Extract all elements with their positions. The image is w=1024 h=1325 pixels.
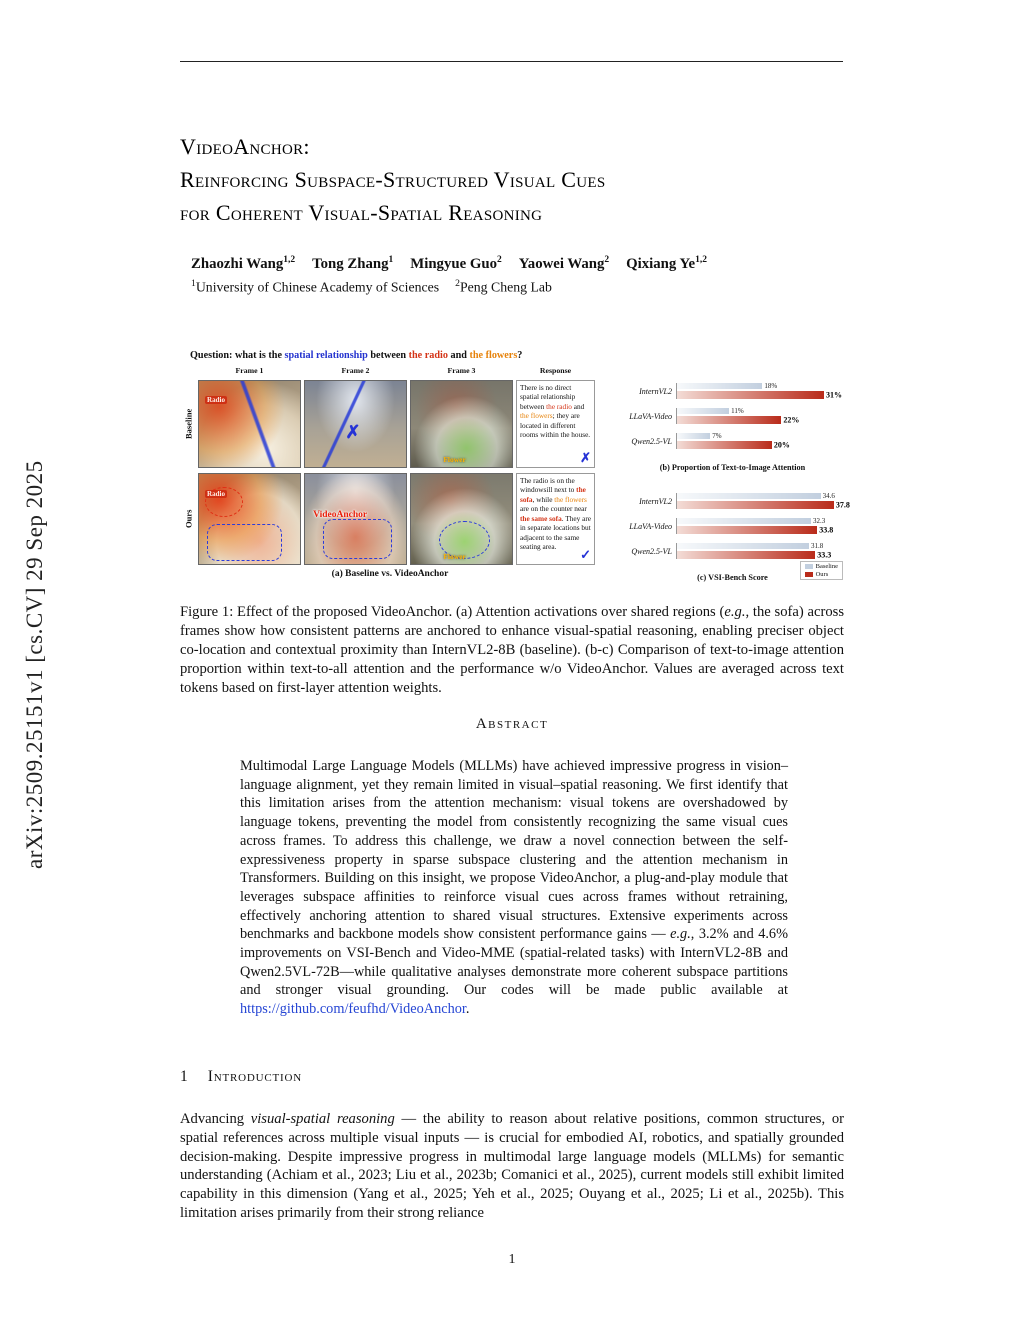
text-segment: The radio is on the windowsill next to (520, 476, 577, 495)
chart-bars (676, 492, 850, 510)
frame-baseline-2 (304, 380, 407, 468)
author: Zhaozhi Wang$^{1,2}$ (191, 255, 296, 272)
ours-response-text (520, 476, 591, 551)
flower-label: Flower (443, 455, 466, 465)
bar-value-label: 20% (773, 440, 790, 450)
text-segment: 2 (455, 278, 460, 289)
baseline-response-text (520, 383, 590, 439)
figure-body (182, 364, 850, 594)
github-link[interactable]: https://github.com/feufhd/VideoAnchor (240, 1001, 466, 1018)
attention-chart (622, 374, 843, 458)
abstract-heading: Abstract (475, 716, 549, 732)
section-number: 1 (180, 1068, 188, 1085)
legend-swatch-ours (805, 572, 813, 577)
text-segment: University of Chinese Academy of Sciences (195, 279, 440, 295)
chart-category-label: Qwen2.5-VL (631, 436, 672, 446)
text-segment: . (465, 1001, 470, 1018)
bar-ours (677, 525, 834, 535)
bar-ours (677, 500, 850, 510)
bar-value-label: 7% (712, 432, 722, 440)
text-segment: — the ability to reason about relative positions, common structures, or spatial references across multiple visual inputs — is crucial for embodied AI, robotics, and spatially grounded decision-making. Despite impressive progress in multimodal large language models (MLLMs) for semantic understanding (Achiam et al., 2023; Liu et al., 2023b; Comanici et al., 2025), current models still exhibit limited capability in this dimension (Yang et al., 2025; Yeh et al., 2025; Ouyang et al., 2025; Li et al., 2025b). This limitation arises primarily from their strong reliance (180, 1111, 845, 1221)
bar-baseline (677, 432, 722, 440)
author-list (191, 255, 841, 273)
bar-baseline (677, 382, 778, 390)
subcaption-b: (b) Proportion of Text-to-Image Attention (659, 463, 806, 472)
row-label-ours: Ours (183, 509, 194, 529)
legend-swatch-baseline (805, 564, 813, 569)
abstract-text (240, 757, 788, 1019)
section-1-heading (180, 1068, 302, 1086)
text-segment: Peng Cheng Lab (459, 279, 552, 295)
baseline-response (516, 380, 595, 468)
chart-row (622, 408, 843, 424)
chart-row (622, 383, 843, 399)
text-segment: the sofa (520, 485, 586, 504)
text-segment: the flowers (520, 411, 553, 421)
bar-value-label: 22% (783, 415, 800, 425)
legend-item (805, 563, 838, 570)
author: Qixiang Ye$^{1,2}$ (626, 255, 707, 272)
chart-row (622, 543, 843, 559)
check-mark-icon: ✓ (580, 547, 591, 563)
chart-bars (676, 408, 843, 424)
author: Tong Zhang$^1$ (312, 255, 394, 272)
videoanchor-label: VideoAnchor (313, 510, 368, 520)
bar-value-label: 31.8 (810, 542, 824, 550)
figure-panel-a (182, 364, 598, 594)
chart-category-label: Qwen2.5-VL (631, 546, 672, 556)
text-segment: the radio (408, 350, 448, 361)
subspace-outline-sofa (323, 519, 392, 559)
col-header-frame3: Frame 3 (447, 366, 476, 375)
vsi-bench-chart (622, 484, 850, 568)
figure-panels-bc (622, 364, 850, 594)
bar-value-label: 11% (731, 407, 744, 415)
bar-ours (677, 415, 800, 425)
flower-label: Flower (443, 552, 466, 562)
chart-category-label: LLaVA-Video (629, 411, 672, 421)
legend-label: Ours (815, 571, 829, 578)
page-number: 1 (508, 1252, 516, 1267)
text-segment: ; they are located in different rooms within the house. (520, 411, 591, 440)
bar-value-label: 18% (764, 382, 778, 390)
text-segment: , the sofa) across frames show how consistent patterns are anchored to enhance visual-spatial reasoning, enabling preciser object co-location and contextual proximity than InternVL2-8B (baseline). (b-c) Comparison of text-to-image attention proportion within text-to-all attention and the performance w/o VideoAnchor. Values are averaged across text tokens based on first-layer attention weights. (180, 604, 844, 696)
top-rule (180, 61, 843, 62)
text-segment: Question: what is the (190, 350, 285, 361)
chart-bars (676, 433, 843, 449)
frame-ours-2 (304, 473, 407, 565)
grid-corner (182, 364, 195, 375)
bar-value-label: 32.3 (813, 517, 826, 525)
bar-value-label: 31% (826, 390, 843, 400)
subspace-outline-sofa (207, 524, 282, 560)
wrong-mark-icon: ✗ (580, 450, 591, 466)
chart-row (622, 518, 843, 534)
frame-ours-3 (410, 473, 513, 565)
legend-item (805, 571, 838, 578)
text-segment: between (367, 350, 409, 361)
author: Mingyue Guo$^2$ (410, 255, 502, 272)
bar-ours (677, 390, 843, 400)
text-segment: the same sofa (520, 513, 562, 523)
col-header-response: Response (539, 366, 572, 375)
text-segment: spatial relationship (284, 350, 368, 361)
col-header-frame1: Frame 1 (235, 366, 264, 375)
figure-caption (180, 603, 844, 698)
author: Yaowei Wang$^2$ (518, 255, 610, 272)
figure-question (190, 350, 843, 361)
text-segment: Advancing (180, 1111, 251, 1127)
radio-label: Radio (207, 396, 225, 405)
text-segment: . They are in separate locations but adjacent to the same seating area. (520, 513, 591, 552)
chart-bars (676, 383, 843, 399)
radio-label: Radio (207, 490, 225, 499)
bar-baseline (677, 542, 824, 550)
title-line-3: for Coherent Visual-Spatial Reasoning (180, 200, 543, 225)
text-segment: Figure 1: Effect of the proposed VideoAnchor. (a) Attention activations over shared regions ( (180, 604, 725, 620)
bar-ours (677, 550, 832, 560)
text-segment: the flowers (469, 350, 518, 361)
frame-baseline-3 (410, 380, 513, 468)
frame-baseline-1 (198, 380, 301, 468)
text-segment: e.g. (670, 926, 691, 943)
text-segment: the radio (546, 401, 572, 411)
chart-category-label: LLaVA-Video (629, 521, 672, 531)
bar-value-label: 33.3 (817, 550, 832, 560)
row-label-baseline: Baseline (183, 408, 194, 440)
arxiv-watermark: arXiv:2509.25151v1 [cs.CV] 29 Sep 2025 (22, 460, 47, 870)
bar-baseline (677, 492, 835, 500)
chart-bars (676, 518, 843, 534)
text-segment: There is no direct spatial relationship between (520, 383, 576, 411)
text-segment: and (571, 401, 585, 411)
text-segment: , while (532, 494, 555, 504)
text-segment: ? (517, 350, 523, 361)
figure-1 (182, 350, 850, 592)
chart-category-label: InternVL2 (639, 386, 672, 396)
section-title: Introduction (207, 1068, 302, 1085)
chart-row (622, 433, 843, 449)
text-segment: e.g. (724, 604, 746, 620)
title-line-1: VideoAnchor: (180, 134, 310, 159)
chart-category-label: InternVL2 (639, 496, 672, 506)
bar-baseline (677, 517, 826, 525)
text-segment: visual-spatial reasoning (250, 1111, 395, 1127)
frame-grid (182, 364, 598, 565)
text-segment: Multimodal Large Language Models (MLLMs) have achieved impressive progress in vision–language alignment, yet they remain limited in visual–spatial reasoning. We first identify that this limitation arises from the attention mechanism: visual tokens are overshadowed by language tokens, preventing the model from consistently recognizing the same visual cues across frames. To address this challenge, we draw a novel connection between the self-expressiveness property in sparse subspace clustering and the attention mechanism in Transformers. Building on this insight, we propose VideoAnchor, a plug-and-play module that leverages subspace affinities to reinforce visual cues across frames without retraining, effectively anchoring attention to shared visual structures. Extensive experiments across benchmarks and backbone models show consistent performance gains — (240, 758, 788, 943)
title-line-2: Reinforcing Subspace-Structured Visual Cues (180, 167, 606, 192)
chart-bars (676, 543, 843, 559)
wrong-mark-icon: ✗ (345, 422, 361, 443)
bar-value-label: 37.8 (835, 500, 850, 510)
legend-label: Baseline (815, 563, 838, 570)
introduction-paragraph (180, 1110, 844, 1223)
chart-row (622, 492, 850, 510)
subcaption-a: (a) Baseline vs. VideoAnchor (331, 569, 449, 579)
bar-baseline (677, 407, 744, 415)
frame-ours-1 (198, 473, 301, 565)
bar-ours (677, 440, 790, 450)
paper-title (180, 130, 845, 229)
col-header-frame2: Frame 2 (341, 366, 370, 375)
ours-response (516, 473, 595, 565)
text-segment: the flowers (554, 494, 587, 504)
subcaption-c: (c) VSI-Bench Score (697, 573, 768, 582)
affiliations (191, 278, 841, 296)
bar-value-label: 33.8 (819, 525, 834, 535)
chart-legend (800, 561, 843, 580)
text-segment: are on the counter near (520, 504, 587, 514)
text-segment: , 3.2% and 4.6% improvements on VSI-Bench and Video-MME (spatial-related tasks) with InternVL2-8B and Qwen2.5VL-72B—while qualitative analyses demonstrate more coherent subspace partitions and stronger visual grounding. Our codes will be made public available at (240, 926, 788, 999)
bar-value-label: 34.6 (822, 492, 835, 500)
text-segment: 1 (191, 278, 196, 289)
text-segment: and (447, 350, 470, 361)
